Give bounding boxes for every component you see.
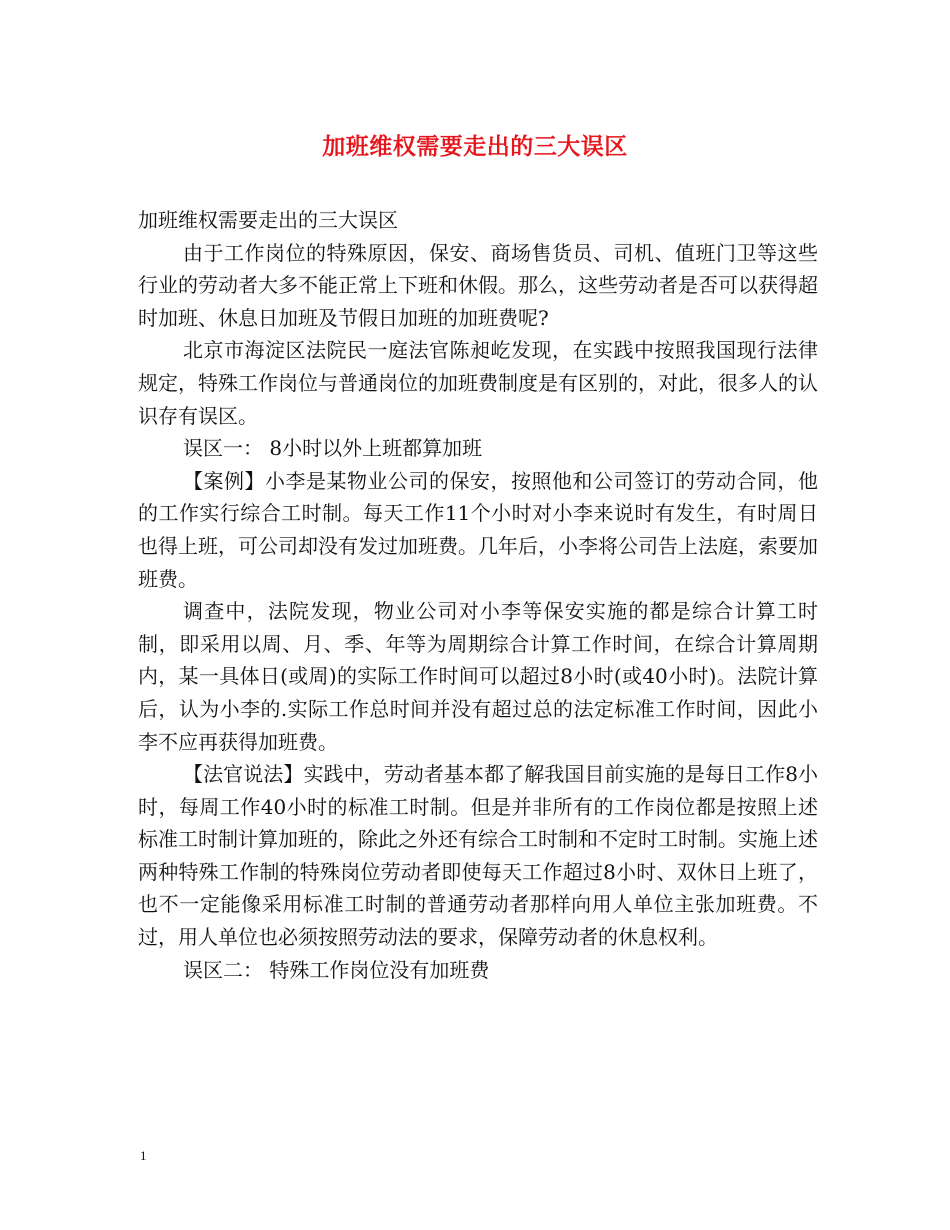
document-title: 加班维权需要走出的三大误区 (322, 133, 628, 160)
body-paragraph: 北京市海淀区法院民一庭法官陈昶屹发现，在实践中按照我国现行法律规定，特殊工作岗位与普通岗位的加班费制度是有区别的，对此，很多人的认识存有误区。 (138, 338, 818, 428)
body-paragraph: 调查中，法院发现，物业公司对小李等保安实施的都是综合计算工时制，即采用以周、月、季、年等为周期综合计算工作时间，在综合计算周期内，某一具体日(或周)的实际工作时间可以超过8小时(或40小时)。法院计算后，认为小李的.实际工作总时间并没有超过总的法定标准工作时间，因此小李不应再获得加班费。 (138, 599, 818, 754)
body-paragraph: 误区二： 特殊工作岗位没有加班费 (183, 957, 490, 982)
body-paragraph: 加班维权需要走出的三大误区 (138, 208, 398, 232)
page-number: 1 (140, 1148, 147, 1163)
body-paragraph: 由于工作岗位的特殊原因，保安、商场售货员、司机、值班门卫等这些行业的劳动者大多不能正常上下班和休假。那么，这些劳动者是否可以获得超时加班、休息日加班及节假日加班的加班费呢? (138, 240, 818, 330)
body-paragraph: 【法官说法】实践中，劳动者基本都了解我国目前实施的是每日工作8小时，每周工作40小时的标准工时制。但是并非所有的工作岗位都是按照上述标准工时制计算加班的，除此之外还有综合工时制和不定时工时制。实施上述两种特殊工作制的特殊岗位劳动者即使每天工作超过8小时、双休日上班了，也不一定能像采用标准工时制的普通劳动者那样向用人单位主张加班费。不过，用人单位也必须按照劳动法的要求，保障劳动者的休息权利。 (138, 762, 818, 950)
body-paragraph: 【案例】小李是某物业公司的保安，按照他和公司签订的劳动合同，他的工作实行综合工时制。每天工作11个小时对小李来说时有发生，有时周日也得上班，可公司却没有发过加班费。几年后，小李将公司告上法庭，索要加班费。 (138, 468, 818, 591)
document-body (138, 204, 818, 986)
body-paragraph: 误区一： 8小时以外上班都算加班 (183, 436, 483, 461)
